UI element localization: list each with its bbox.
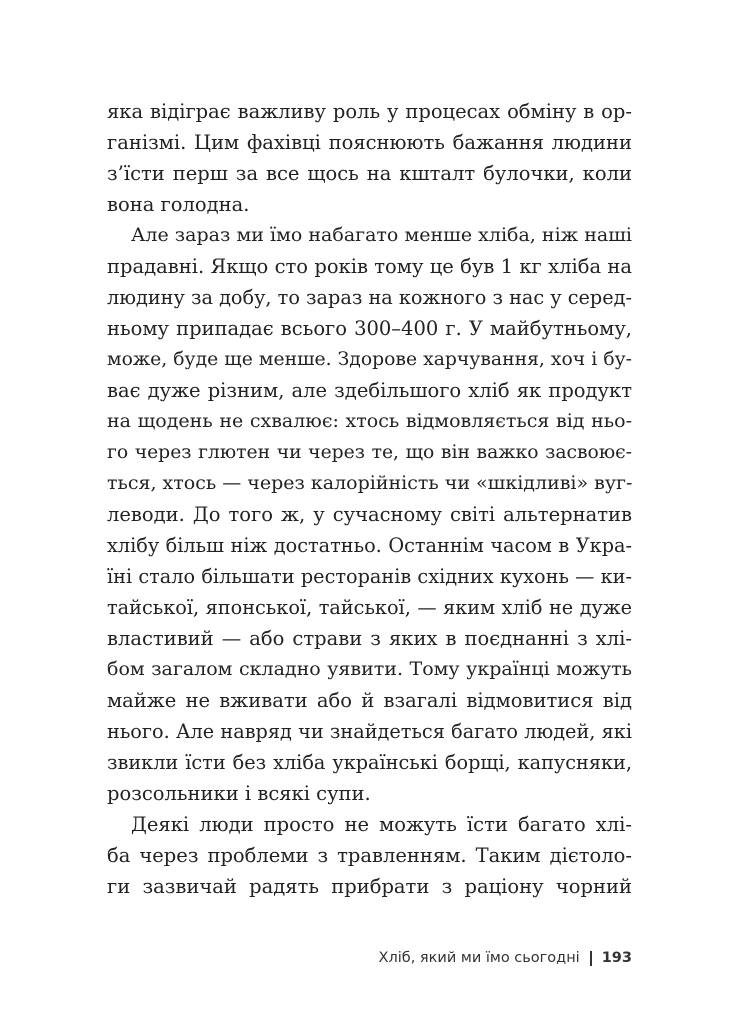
text-line: хлібу більш ніж достатньо. Останнім часом в Укра- <box>107 534 632 557</box>
text-line: тайської, японської, тайської, — яким хліб не дуже <box>107 596 632 619</box>
text-line: на щодень не схвалює: хтось відмовляється від ньо- <box>107 410 632 432</box>
text-line: леводи. До того ж, у сучасному світі альтернатив <box>107 503 632 526</box>
text-line: го через глютен чи через те, що він важко засвоює- <box>107 442 632 463</box>
footer-divider <box>590 951 592 966</box>
page-body <box>107 96 632 902</box>
text-line: може, буде ще менше. Здорове харчування, хоч і бу- <box>107 349 632 370</box>
paragraph-start-line: Деякі люди просто не можуть їсти багато хлі- <box>131 813 632 836</box>
text-line: вона голодна. <box>107 193 250 216</box>
text-line: яка відіграє важливу роль у процесах обміну в ор- <box>107 100 632 123</box>
text-line: ньому припадає всього 300–400 г. У майбутньому, <box>107 317 632 340</box>
text-line: з’їсти перш за все щось на кшталт булочки, коли <box>107 162 632 185</box>
text-line: ває дуже різним, але здебільшого хліб як продукт <box>107 379 632 402</box>
running-title: Хліб, який ми їмо сьогодні <box>378 950 580 966</box>
text-line: властивий — або страви з яких в поєднанні з хлі- <box>107 627 632 650</box>
text-line: прадавні. Якщо сто років тому це був 1 кг хліба на <box>107 255 632 278</box>
paragraph-start-line: Але зараз ми їмо набагато менше хліба, ніж наші <box>131 224 632 246</box>
page-footer <box>379 950 632 966</box>
text-line: нього. Але навряд чи знайдеться багато людей, які <box>107 720 632 743</box>
text-line: ба через проблеми з травленням. Таким дієтоло- <box>107 844 632 867</box>
text-line: бом загалом складно уявити. Тому українці можуть <box>107 658 632 680</box>
page-number: 193 <box>601 950 632 966</box>
text-line: звикли їсти без хліба українські борщі, капусняки, <box>107 751 632 774</box>
text-line: розсольники і всякі супи. <box>107 782 371 805</box>
text-line: ги зазвичай радять прибрати з раціону чорний <box>107 875 632 898</box>
text-line: людину за добу, то зараз на кожного з нас у серед- <box>107 286 632 309</box>
text-line: їні стало більшати ресторанів східних кухонь — ки- <box>107 565 632 588</box>
text-line: ться, хтось — через калорійність чи «шкідливі» вуг- <box>107 472 633 494</box>
text-line: майже не вживати або й взагалі відмовитися від <box>107 689 632 712</box>
text-line: ганізмі. Цим фахівці пояснюють бажання людини <box>107 131 632 154</box>
